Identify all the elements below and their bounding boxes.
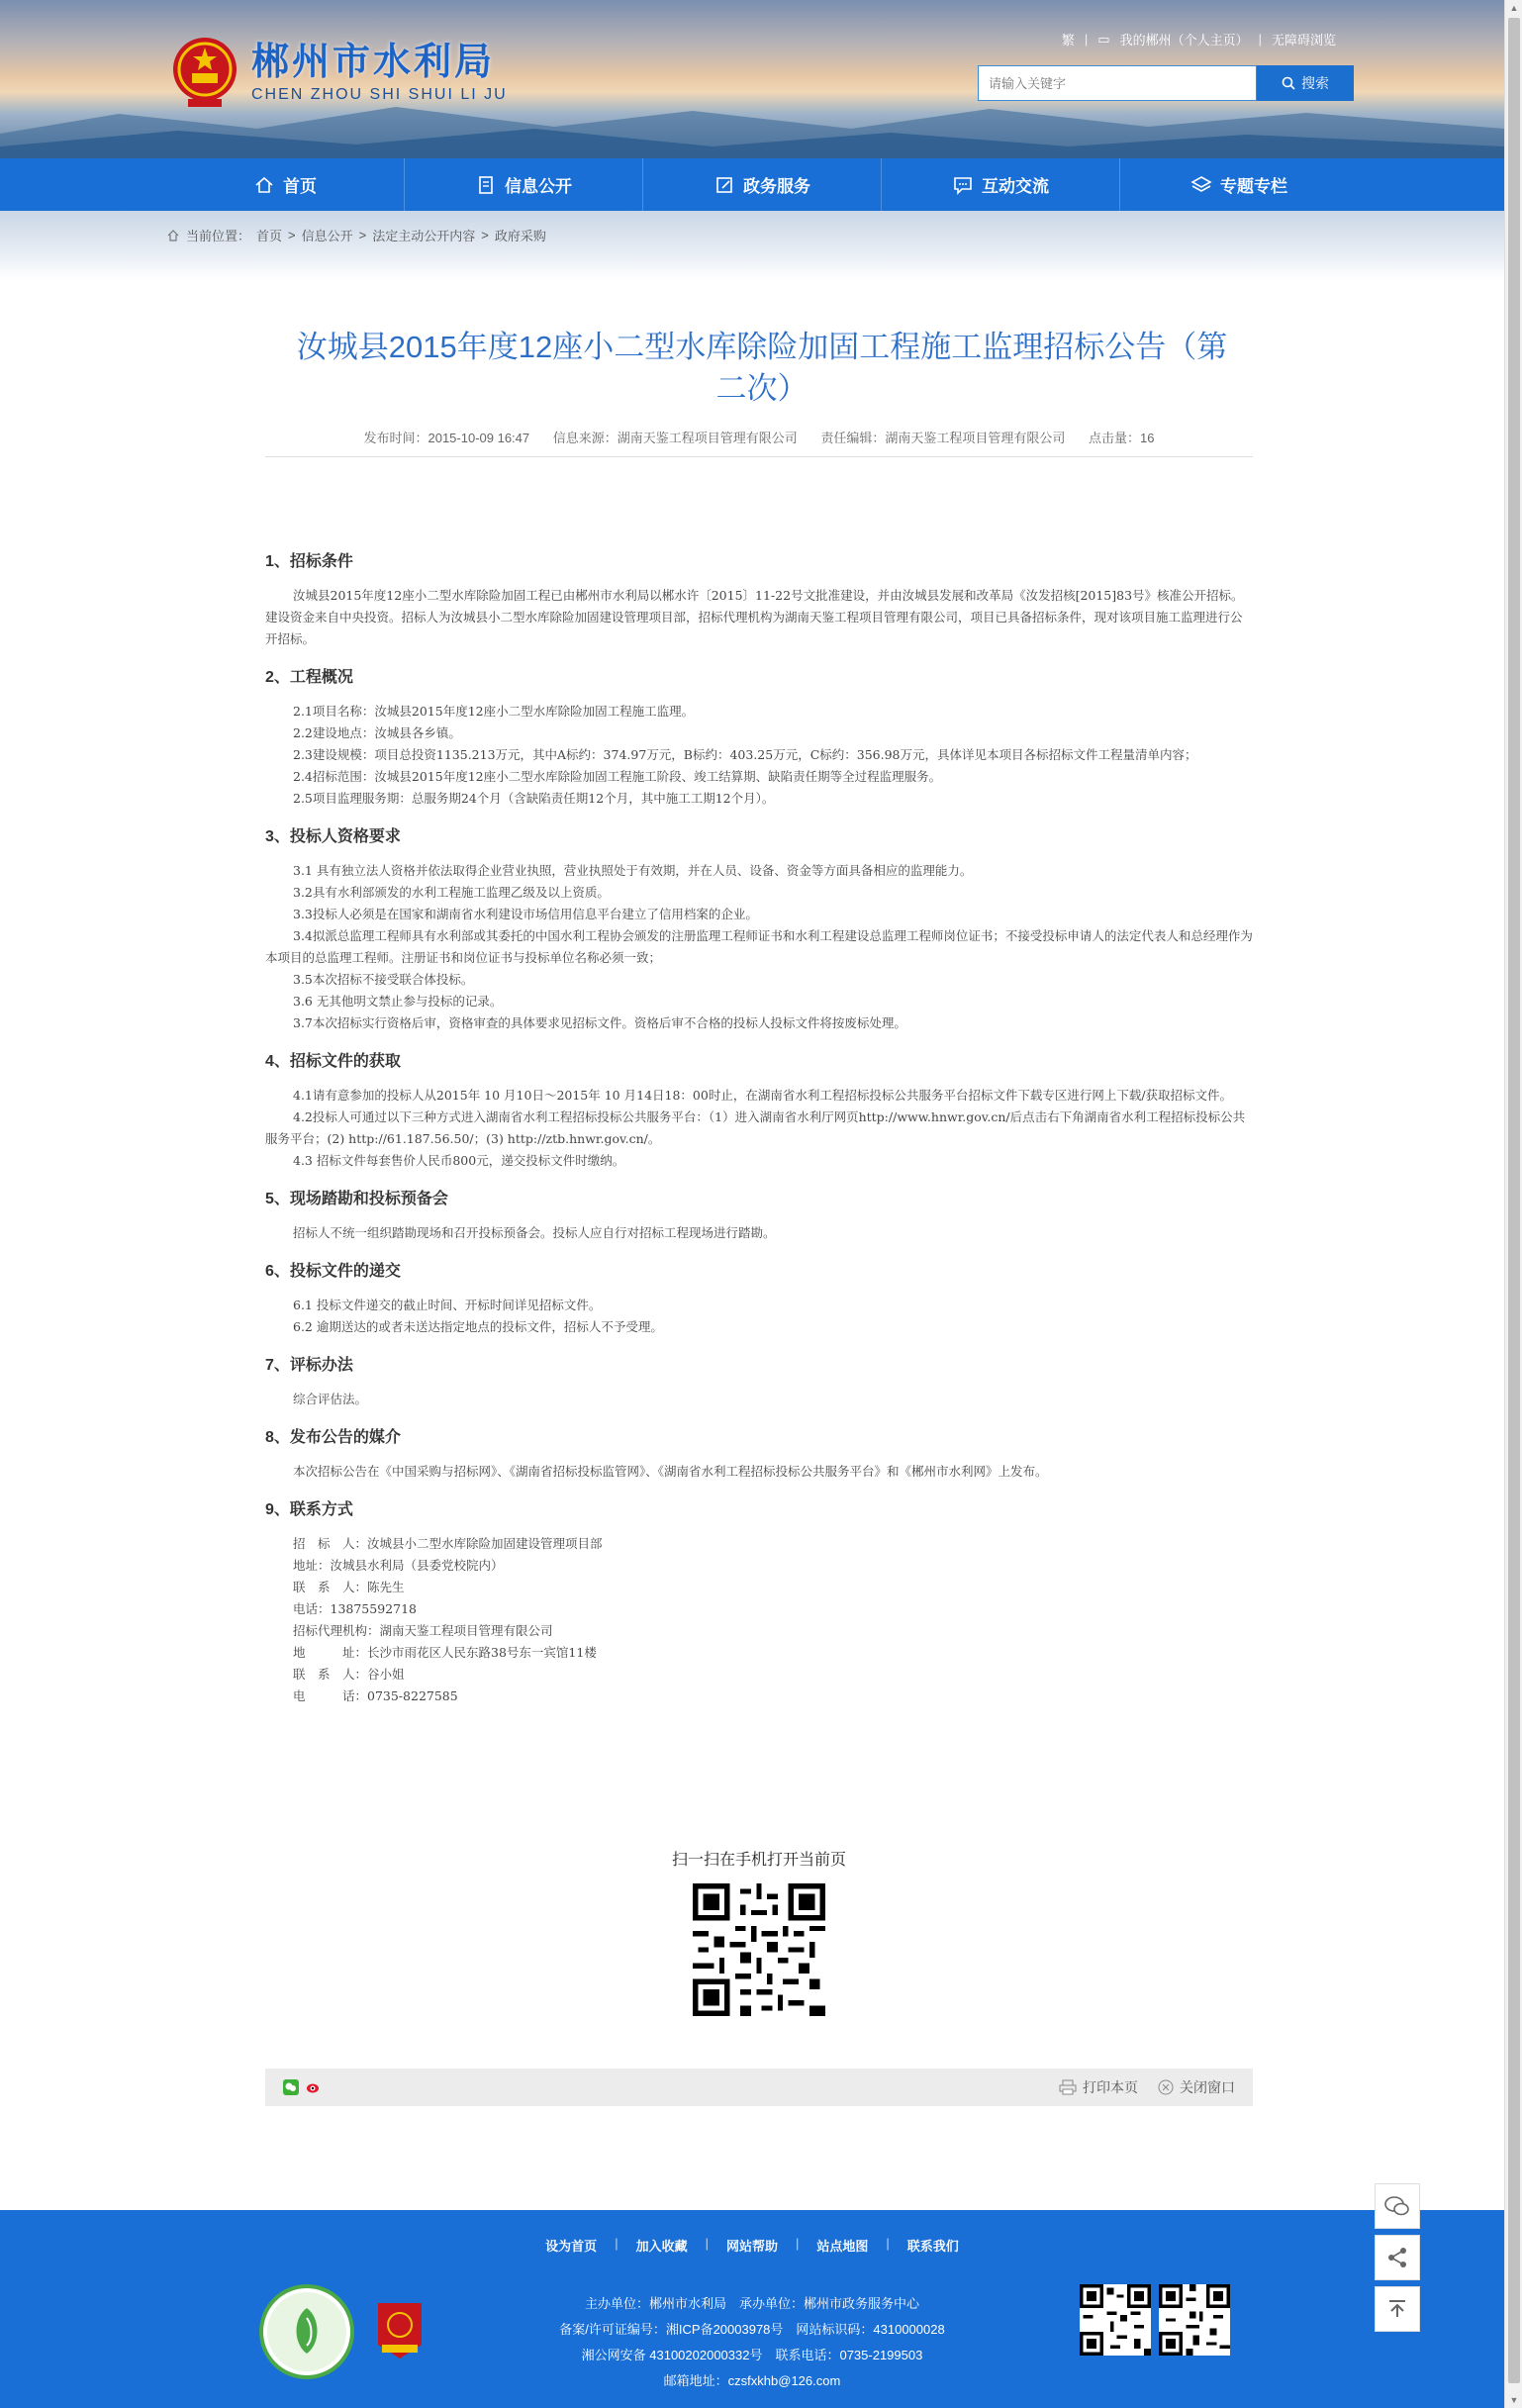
printer-icon <box>1059 2079 1077 2095</box>
paragraph: 4.2投标人可通过以下三种方式进入湖南省水利工程招标投标公共服务平台：（1）进入湖南省水利厅网页http://www.hnwr.gov.cn/后点击右下角湖南省水利工程招标投标公共服务平台；(2) http://61.187.56.50/；(3) http://ztb.hnwr.gov.cn/。 <box>265 1109 1246 1146</box>
nav-item-special[interactable]: 专题专栏 <box>1120 158 1358 211</box>
sitemap-link[interactable]: 站点地图 <box>816 2239 869 2254</box>
close-icon <box>1158 2079 1174 2095</box>
contact-line: 招 标 人：汝城县小二型水库除险加固建设管理项目部 <box>293 1536 603 1551</box>
paragraph: 3.7本次招标实行资格后审，资格审查的具体要求见招标文件。资格后审不合格的投标人投标文件将按废标处理。 <box>293 1015 906 1030</box>
paragraph: 3.1 具有独立法人资格并依法取得企业营业执照，营业执照处于有效期，并在人员、设备、资金等方面具备相应的监理能力。 <box>293 863 973 878</box>
section-heading: 8、发布公告的媒介 <box>265 1429 401 1446</box>
qr-section <box>265 1847 1253 2019</box>
footer-info: 主办单位：郴州市水利局 承办单位：郴州市政务服务中心 备案/许可证编号：湘ICP备20003978号 网站标识码：4310000028 湘公网安备 43100202000332号 联系电话：0735-2199503 邮箱地址：czsfxkhb@126.com <box>559 2296 945 2388</box>
nav-item-info[interactable]: 信息公开 <box>405 158 643 211</box>
footer <box>0 2210 1504 2408</box>
government-error-report-icon[interactable] <box>374 2301 426 2360</box>
nav-item-service[interactable]: 政务服务 <box>643 158 882 211</box>
breadcrumb-statutory[interactable]: 法定主动公开内容 <box>372 229 476 243</box>
scroll-down-arrow-icon[interactable]: ▼ <box>1509 2395 1519 2405</box>
footer-links: 设为首页 | 加入收藏 | 网站帮助 | 站点地图 | 联系我们 <box>545 2236 959 2254</box>
paragraph: 4.1请有意参加的投标人从2015年 10 月10日～2015年 10 月14日18：00时止，在湖南省水利工程招标投标公共服务平台招标文件下载专区进行网上下载/获取招标文件。 <box>293 1088 1233 1103</box>
decor-strip <box>0 211 1504 280</box>
back-to-top-button[interactable] <box>1375 2286 1420 2332</box>
scroll-thumb[interactable] <box>1508 18 1520 2383</box>
close-window-button[interactable]: 关闭窗口 <box>1158 2077 1235 2097</box>
view-count: 点击量：16 <box>1089 431 1155 445</box>
site-name: 郴州市水利局 <box>251 42 496 83</box>
section-heading: 9、联系方式 <box>265 1501 353 1518</box>
wechat-share-icon[interactable] <box>283 2079 299 2095</box>
weibo-share-icon[interactable] <box>305 2079 321 2095</box>
section-heading: 2、工程概况 <box>265 669 353 686</box>
breadcrumb-procurement[interactable]: 政府采购 <box>494 229 546 243</box>
traditional-chinese-link[interactable]: 繁 <box>1061 33 1075 48</box>
document-icon <box>475 174 497 196</box>
article-meta <box>265 428 1253 446</box>
qr-code-icon <box>1159 2284 1230 2356</box>
monitor-icon: ▭ <box>1097 31 1110 47</box>
contact-line: 联 系 人：陈先生 <box>293 1580 405 1594</box>
paragraph: 2.4招标范围：汝城县2015年度12座小二型水库除险加固工程施工阶段、竣工结算期、缺陷责任期等全过程监理服务。 <box>293 769 942 784</box>
help-link[interactable]: 网站帮助 <box>725 2239 778 2254</box>
paragraph: 汝城县2015年度12座小二型水库除险加固工程已由郴州市水利局以郴水许〔2015〕11-22号文批准建设，并由汝城县发展和改革局《汝发招核[2015]83号》核准公开招标。建设资金来自中央投资。招标人为汝城县小二型水库除险加固建设管理项目部，招标代理机构为湖南天鉴工程项目管理有限公司，项目已具备招标条件，现对该项目施工监理进行公开招标。 <box>265 588 1244 646</box>
print-button[interactable]: 打印本页 <box>1059 2077 1138 2097</box>
contact-line: 地址：汝城县水利局（县委党校院内） <box>293 1558 504 1573</box>
info-source: 信息来源：湖南天鉴工程项目管理有限公司 <box>552 431 798 445</box>
site-logo[interactable] <box>170 34 508 111</box>
side-float-toolbar <box>1375 2183 1420 2338</box>
section-heading: 7、评标办法 <box>265 1357 353 1374</box>
top-links: 繁 | ▭ 我的郴州（个人主页） | 无障碍浏览 <box>1061 31 1336 48</box>
search-input[interactable] <box>979 66 1256 100</box>
contact-link[interactable]: 联系我们 <box>906 2239 959 2254</box>
paragraph: 3.2具有水利部颁发的水利工程施工监理乙级及以上资质。 <box>293 885 610 900</box>
section-heading: 3、投标人资格要求 <box>265 828 401 845</box>
section-heading: 1、招标条件 <box>265 553 353 570</box>
qr-code-icon <box>1080 2284 1151 2356</box>
nav-item-interaction[interactable]: 互动交流 <box>882 158 1120 211</box>
divider <box>265 456 1253 457</box>
civilization-badge-icon[interactable] <box>259 2284 354 2379</box>
paragraph: 2.2建设地点：汝城县各乡镇。 <box>293 725 461 740</box>
home-icon <box>166 229 180 242</box>
contact-line: 电 话：0735-8227585 <box>293 1688 458 1703</box>
home-icon <box>253 174 275 196</box>
section-heading: 5、现场踏勘和投标预备会 <box>265 1191 448 1207</box>
add-favorite-link[interactable]: 加入收藏 <box>635 2239 688 2254</box>
nav-item-home[interactable]: 首页 <box>166 158 405 211</box>
breadcrumb: 当前位置： 首页 > 信息公开 > 法定主动公开内容 > 政府采购 <box>166 226 546 244</box>
my-page-link[interactable]: 我的郴州（个人主页） <box>1119 33 1249 48</box>
paragraph: 4.3 招标文件每套售价人民币800元，递交投标文件时缴纳。 <box>293 1153 625 1168</box>
accessibility-link[interactable]: 无障碍浏览 <box>1271 33 1336 48</box>
paragraph: 3.3投标人必须是在国家和湖南省水利建设市场信用信息平台建立了信用档案的企业。 <box>293 907 758 921</box>
vertical-scrollbar[interactable] <box>1504 0 1522 2408</box>
edit-icon <box>713 174 735 196</box>
qr-title: 扫一扫在手机打开当前页 <box>671 1852 846 1869</box>
layers-icon <box>1190 174 1212 196</box>
editor: 责任编辑：湖南天鉴工程项目管理有限公司 <box>820 431 1066 445</box>
section-heading: 4、招标文件的获取 <box>265 1053 401 1070</box>
search-icon <box>1282 76 1295 90</box>
main-nav <box>0 158 1504 211</box>
share-icon <box>1386 2247 1408 2268</box>
scroll-up-arrow-icon[interactable]: ▲ <box>1509 3 1519 13</box>
search-box <box>978 65 1257 101</box>
article-body <box>265 534 1253 1707</box>
arrow-up-icon <box>1386 2298 1408 2320</box>
paragraph: 6.1 投标文件递交的截止时间、开标时间详见招标文件。 <box>293 1298 602 1312</box>
contact-line: 联 系 人：谷小姐 <box>293 1667 405 1682</box>
publish-date: 发布时间：2015-10-09 16:47 <box>363 431 530 445</box>
contact-line: 招标代理机构：湖南天鉴工程项目管理有限公司 <box>293 1623 553 1638</box>
paragraph: 综合评估法。 <box>293 1392 368 1406</box>
set-homepage-link[interactable]: 设为首页 <box>545 2239 598 2254</box>
share-bar <box>265 2069 1253 2106</box>
chat-icon <box>952 174 974 196</box>
paragraph: 3.5本次招标不接受联合体投标。 <box>293 972 474 987</box>
qr-code-icon <box>693 1883 825 2016</box>
paragraph: 3.4拟派总监理工程师具有水利部或其委托的中国水利工程协会颁发的注册监理工程师证书和水利工程建设总监理工程师岗位证书；不接受投标申请人的法定代表人和总经理作为本项目的总监理工程师。注册证书和岗位证书与投标单位名称必须一致； <box>265 928 1253 965</box>
paragraph: 2.1项目名称：汝城县2015年度12座小二型水库除险加固工程施工监理。 <box>293 704 695 719</box>
share-float-button[interactable] <box>1375 2235 1420 2280</box>
national-emblem-icon <box>170 34 239 111</box>
paragraph: 2.5项目监理服务期：总服务期24个月（含缺陷责任期12个月，其中施工工期12个月）。 <box>293 791 775 806</box>
breadcrumb-info[interactable]: 信息公开 <box>301 229 353 243</box>
section-heading: 6、投标文件的递交 <box>265 1263 401 1280</box>
contact-line: 地 址：长沙市雨花区人民东路38号东一宾馆11楼 <box>293 1645 597 1660</box>
contact-line: 电话：13875592718 <box>293 1601 417 1616</box>
paragraph: 6.2 逾期送达的或者未送达指定地点的投标文件，招标人不予受理。 <box>293 1319 663 1334</box>
wechat-float-button[interactable] <box>1375 2183 1420 2229</box>
breadcrumb-home[interactable]: 首页 <box>256 229 283 243</box>
wechat-icon <box>1384 2195 1410 2217</box>
paragraph: 本次招标公告在《中国采购与招标网》、《湖南省招标投标监管网》、《湖南省水利工程招标投标公共服务平台》和《郴州市水利网》上发布。 <box>293 1464 1048 1479</box>
paragraph: 2.3建设规模：项目总投资1135.213万元，其中A标约：374.97万元，B标约：403.25万元，C标约：356.98万元，具体详见本项目各标招标文件工程量清单内容； <box>293 747 1197 762</box>
paragraph: 3.6 无其他明文禁止参与投标的记录。 <box>293 994 503 1009</box>
article-title: 汝城县2015年度12座小二型水库除险加固工程施工监理招标公告（第二次） <box>296 330 1228 406</box>
search-button[interactable]: 搜索 <box>1257 65 1354 101</box>
paragraph: 招标人不统一组织踏勘现场和召开投标预备会。投标人应自行对招标工程现场进行踏勘。 <box>293 1225 776 1240</box>
site-name-en: CHEN ZHOU SHI SHUI LI JU <box>251 86 508 103</box>
